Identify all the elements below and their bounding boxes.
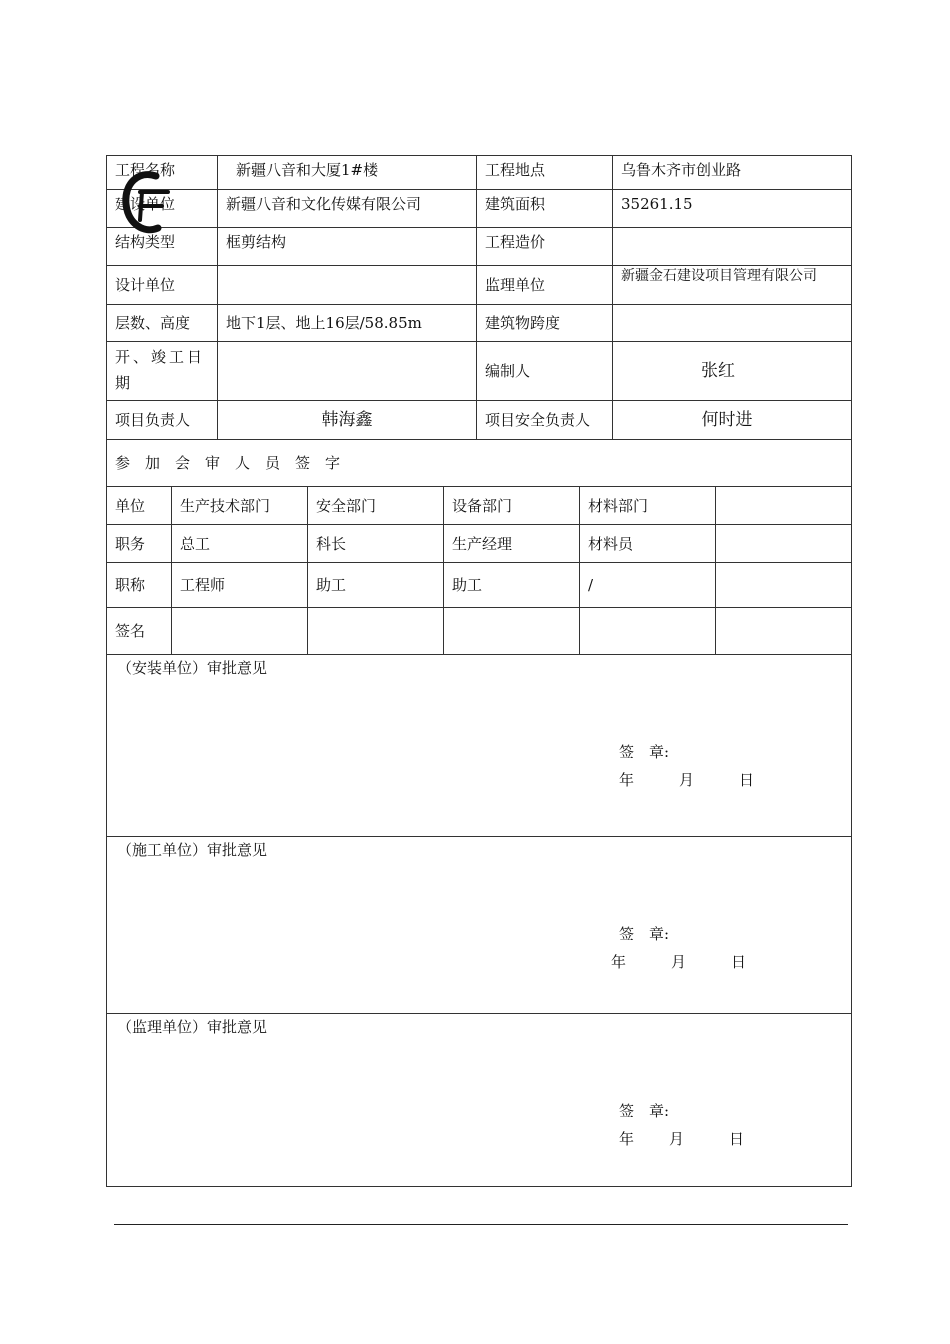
review-cell — [716, 563, 853, 607]
floors-value: 地下1层、地上16层/58.85m — [218, 305, 477, 341]
review-header: 设备部门 — [444, 487, 580, 524]
review-cell: 助工 — [308, 563, 444, 607]
review-cell: 材料员 — [580, 525, 716, 562]
project-name-value: 新疆八音和大厦1#楼 — [218, 156, 477, 189]
review-row-signature — [107, 608, 851, 655]
review-cell: 职称 — [107, 563, 172, 607]
date-line — [619, 1128, 744, 1149]
supervisor-label: 监理单位 — [477, 266, 613, 304]
review-header: 材料部门 — [580, 487, 716, 524]
compiler-label: 编制人 — [477, 342, 613, 400]
review-cell: 科长 — [308, 525, 444, 562]
builder-value: 新疆八音和文化传媒有限公司 — [218, 190, 477, 227]
day-label: 日 — [729, 1130, 745, 1148]
location-value: 乌鲁木齐市创业路 — [621, 161, 742, 179]
year-label: 年 — [619, 1130, 635, 1148]
row-structure — [107, 228, 851, 266]
signature-field[interactable] — [580, 608, 716, 654]
span-value — [613, 305, 853, 341]
safety-value: 何时进 — [701, 410, 753, 430]
review-cell: 职务 — [107, 525, 172, 562]
supervisor-value: 新疆金石建设项目管理有限公司 — [621, 268, 817, 284]
row-project-name — [107, 156, 851, 190]
approval-form — [106, 155, 852, 1187]
span-label: 建筑物跨度 — [477, 305, 613, 341]
opinion-install — [107, 655, 851, 837]
opinion-title: （施工单位）审批意见 — [117, 841, 268, 859]
opinion-supervision — [107, 1014, 851, 1186]
review-row-position — [107, 525, 851, 563]
review-header: 安全部门 — [308, 487, 444, 524]
seal-label: 签 章: — [619, 925, 670, 943]
review-cell: 生产经理 — [444, 525, 580, 562]
row-review-heading — [107, 440, 851, 487]
signature-field[interactable] — [172, 608, 308, 654]
safety-label: 项目安全负责人 — [477, 401, 613, 439]
review-cell: 总工 — [172, 525, 308, 562]
row-dates — [107, 342, 851, 401]
dates-label: 开、竣工日期 — [107, 342, 218, 400]
dates-value — [218, 342, 477, 400]
company-logo-icon — [116, 162, 178, 242]
review-cell: 助工 — [444, 563, 580, 607]
pm-value: 韩海鑫 — [218, 401, 477, 439]
review-row-title — [107, 563, 851, 608]
design-label: 设计单位 — [107, 266, 218, 304]
location-label: 工程地点 — [477, 156, 613, 189]
month-label: 月 — [679, 771, 695, 789]
year-label: 年 — [611, 953, 627, 971]
year-label: 年 — [619, 771, 635, 789]
review-cell: / — [580, 563, 716, 607]
builder-label: 建设单位 — [107, 190, 218, 227]
month-label: 月 — [671, 953, 687, 971]
date-line — [611, 951, 746, 972]
opinion-title: （安装单位）审批意见 — [117, 659, 268, 677]
opinion-title: （监理单位）审批意见 — [117, 1018, 268, 1036]
review-heading: 参加会审人员签字 — [115, 454, 356, 472]
date-line — [619, 769, 754, 790]
signature-field[interactable] — [308, 608, 444, 654]
row-builder — [107, 190, 851, 228]
compiler-value: 张红 — [701, 361, 735, 381]
review-cell: 工程师 — [172, 563, 308, 607]
design-value — [218, 266, 477, 304]
seal-label: 签 章: — [619, 743, 670, 761]
row-managers — [107, 401, 851, 440]
structure-label: 结构类型 — [107, 228, 218, 265]
review-header: 单位 — [107, 487, 172, 524]
row-floors — [107, 305, 851, 342]
floors-label: 层数、高度 — [107, 305, 218, 341]
day-label: 日 — [731, 953, 747, 971]
cost-label: 工程造价 — [477, 228, 613, 265]
review-cell — [716, 525, 853, 562]
signature-field[interactable] — [716, 608, 853, 654]
footer-divider — [114, 1224, 848, 1225]
day-label: 日 — [739, 771, 755, 789]
review-header: 生产技术部门 — [172, 487, 308, 524]
review-header-row — [107, 487, 851, 525]
project-name-label: 工程名称 — [107, 156, 218, 189]
area-label: 建筑面积 — [477, 190, 613, 227]
pm-label: 项目负责人 — [107, 401, 218, 439]
review-cell: 签名 — [107, 608, 172, 654]
row-design — [107, 266, 851, 305]
area-value: 35261.15 — [621, 195, 693, 213]
month-label: 月 — [669, 1130, 685, 1148]
structure-value: 框剪结构 — [218, 228, 477, 265]
signature-field[interactable] — [444, 608, 580, 654]
review-header — [716, 487, 853, 524]
cost-value — [613, 228, 853, 265]
opinion-construction — [107, 837, 851, 1014]
seal-label: 签 章: — [619, 1102, 670, 1120]
